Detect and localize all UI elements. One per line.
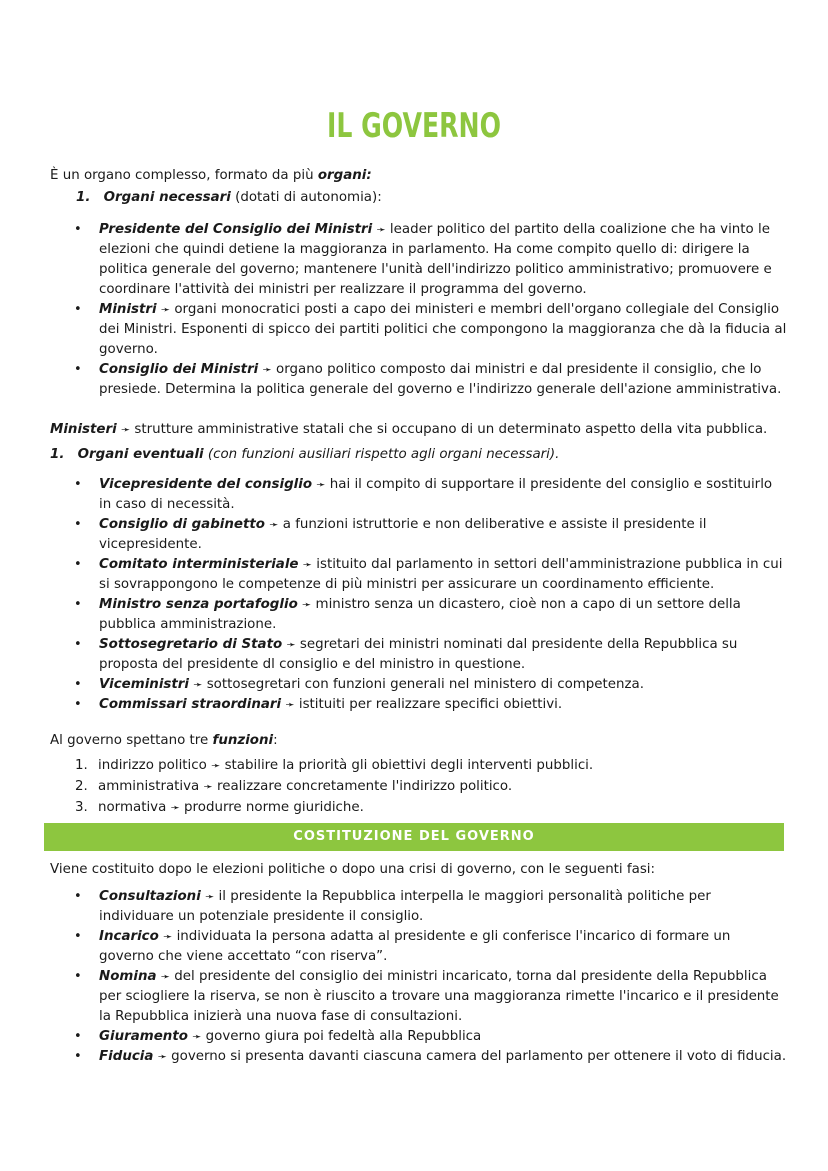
arrow-icon: ➛	[286, 638, 296, 651]
page-title: IL GOVERNO	[326, 106, 501, 146]
section-bar-costituzione: COSTITUZIONE DEL GOVERNO	[44, 823, 784, 851]
list-item: • Viceministri ➛ sottosegretari con funzioni generali nel ministero di competenza.	[48, 675, 788, 695]
list-item: • Ministro senza portafoglio ➛ ministro senza un dicastero, cioè non a capo di un settore della pubblica amministrazione.	[48, 595, 788, 635]
list-item: • Commissari straordinari ➛ istituiti per realizzare specifici obiettivi.	[48, 695, 788, 715]
section-eventuali-heading	[50, 445, 790, 465]
list-item: • Consiglio di gabinetto ➛ a funzioni istruttorie e non deliberative e assiste il presidente il vicepresidente.	[48, 515, 788, 555]
arrow-icon: ➛	[163, 930, 173, 943]
section-necessari-heading	[76, 188, 776, 208]
funzioni-intro: Al governo spettano tre funzioni:	[50, 733, 278, 748]
section-rest: (dotati di autonomia):	[230, 190, 382, 205]
arrow-icon: ➛	[160, 970, 171, 983]
funzioni-list	[48, 756, 788, 818]
intro-line	[50, 166, 790, 186]
arrow-icon: ➛	[316, 478, 326, 491]
arrow-icon: ➛	[205, 890, 215, 903]
necessari-list	[48, 220, 788, 400]
eventuali-list	[48, 475, 788, 715]
list-item: • Ministri ➛ organi monocratici posti a capo dei ministeri e membri dell'organo collegiale del Consiglio dei Ministri. Esponenti di spicco dei partiti politici che compongono la maggioranza che dà la fiducia al governo.	[48, 300, 788, 360]
fasi-list	[48, 887, 788, 1067]
list-item: • Consultazioni ➛ il presidente la Repubblica interpella le maggiori personalità politiche per individuare un potenziale presidente il consiglio.	[48, 887, 788, 927]
arrow-icon: ➛	[376, 223, 386, 236]
arrow-icon: ➛	[192, 1030, 202, 1043]
arrow-icon: ➛	[160, 303, 171, 316]
section-rest: (con funzioni ausiliari rispetto agli organi necessari).	[203, 447, 560, 462]
ministeri-line: Ministeri ➛ strutture amministrative statali che si occupano di un determinato aspetto della vita pubblica.	[50, 422, 768, 437]
arrow-icon: ➛	[262, 363, 272, 376]
arrow-icon: ➛	[211, 759, 221, 772]
list-item: • Presidente del Consiglio dei Ministri ➛ leader politico del partito della coalizione che ha vinto le elezioni che quindi detiene la maggioranza in parlamento. Ha come compito quello di: dirigere la politica generale del governo; mantenere l'unità dell'indirizzo politico amministrativo; promuovere e coordinare l'attività dei ministri per realizzare il programma del governo.	[48, 220, 788, 300]
arrow-icon: ➛	[193, 678, 203, 691]
section-number: 1.	[50, 447, 65, 462]
section-number: 1.	[76, 190, 91, 205]
arrow-icon: ➛	[285, 698, 295, 711]
arrow-icon: ➛	[269, 518, 279, 531]
list-item: 1. indirizzo politico ➛ stabilire la priorità gli obiettivi degli interventi pubblici.	[75, 758, 594, 773]
intro-bold: organi:	[317, 168, 372, 183]
list-item: • Giuramento ➛ governo giura poi fedeltà alla Repubblica	[48, 1027, 788, 1047]
list-item: • Nomina ➛ del presidente del consiglio dei ministri incaricato, torna dal presidente della Repubblica per sciogliere la riserva, se non è riuscito a trovare una maggioranza rimette l'incarico e il presidente la Repubblica inizierà una nuova fase di consultazioni.	[48, 967, 788, 1027]
list-item: • Consiglio dei Ministri ➛ organo politico composto dai ministri e dal presidente il consiglio, che lo presiede. Determina la politica generale del governo e l'indirizzo generale dell'azione amministrativa.	[48, 360, 788, 400]
list-item: • Fiducia ➛ governo si presenta davanti ciascuna camera del parlamento per ottenere il voto di fiducia.	[48, 1047, 788, 1067]
list-item: • Vicepresidente del consiglio ➛ hai il compito di supportare il presidente del consiglio e sostituirlo in caso di necessità.	[48, 475, 788, 515]
arrow-icon: ➛	[157, 1050, 167, 1063]
arrow-icon: ➛	[120, 423, 131, 436]
section-label: Organi eventuali	[77, 447, 204, 462]
list-item: • Incarico ➛ individuata la persona adatta al presidente e gli conferisce l'incarico di formare un governo che viene accettato “con riserva”.	[48, 927, 788, 967]
arrow-icon: ➛	[203, 780, 213, 793]
section-label: Organi necessari	[103, 190, 231, 205]
arrow-icon: ➛	[302, 558, 312, 571]
list-item: • Sottosegretario di Stato ➛ segretari dei ministri nominati dal presidente della Repubblica su proposta del presidente dl consiglio e del ministro in questione.	[48, 635, 788, 675]
arrow-icon: ➛	[170, 801, 180, 814]
list-item: • Comitato interministeriale ➛ istituito dal parlamento in settori dell'amministrazione pubblica in cui si sovrappongono le competenze di più ministri per assicurare un coordinamento efficiente.	[48, 555, 788, 595]
intro-text: È un organo complesso, formato da più	[50, 168, 318, 183]
costituzione-intro: Viene costituito dopo le elezioni politiche o dopo una crisi di governo, con le seguenti fasi:	[50, 862, 656, 877]
list-item: 3. normativa ➛ produrre norme giuridiche.	[75, 800, 364, 815]
arrow-icon: ➛	[302, 598, 312, 611]
list-item: 2. amministrativa ➛ realizzare concretamente l'indirizzo politico.	[75, 779, 513, 794]
